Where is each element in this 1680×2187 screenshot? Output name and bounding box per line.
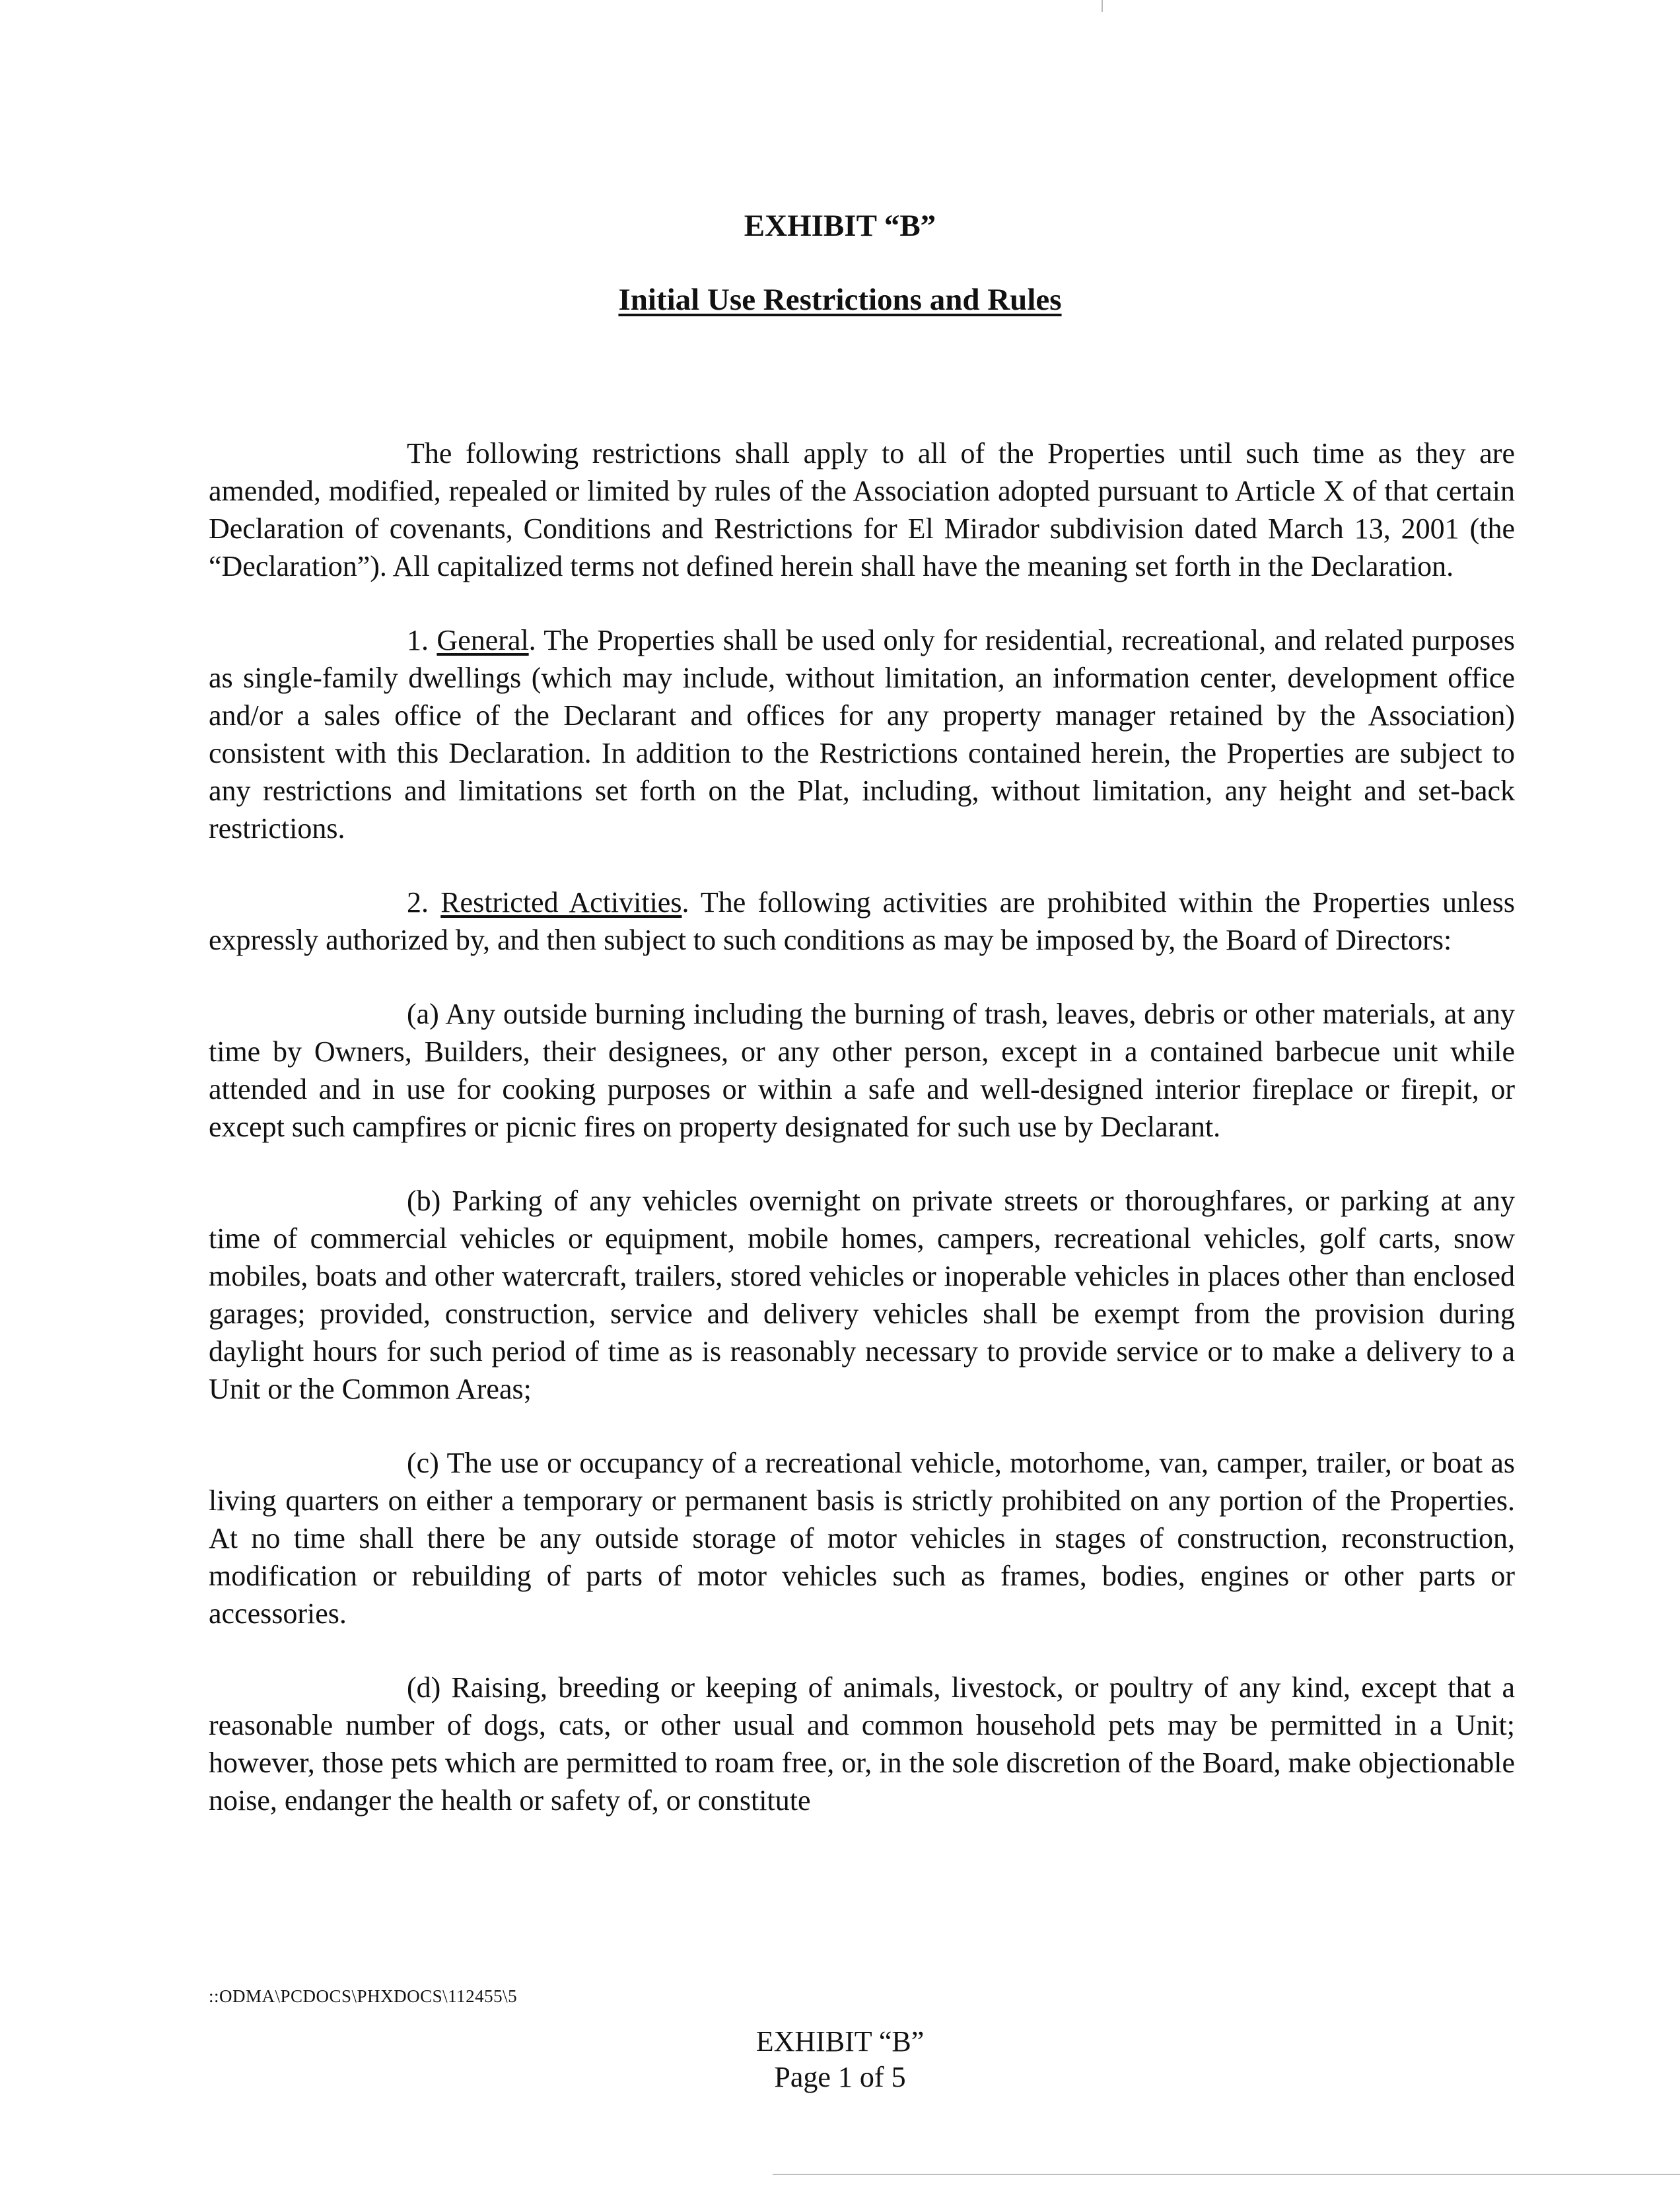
subsection-c: [209, 1444, 1515, 1632]
subsection-text: Any outside burning including the burning of trash, leaves, debris or other materials, at any time by Owners, Builders, their designees, or any other person, except in a contained barbecue unit while attended and in use for cooking purposes or within a safe and well-designed interior fireplace or firepit, or except such campfires or picnic fires on property designated for such use by Declarant.: [209, 998, 1516, 1143]
subsection-text: The use or occupancy of a recreational vehicle, motorhome, van, camper, trailer, or boat as living quarters on either a temporary or permanent basis is strictly prohibited on any portion of the Properties. At no time shall there be any outside storage of motor vehicles in stages of construction, reconstruction, modification or rebuilding of parts of motor vehicles such as frames, bodies, engines or other parts or accessories.: [209, 1447, 1516, 1630]
document-path: ::ODMA\PCDOCS\PHXDOCS\112455\5: [209, 1986, 518, 2006]
bottom-edge-line: [773, 2174, 1680, 2175]
subsection-label: (b): [407, 1185, 441, 1217]
subsection-a: [209, 995, 1515, 1146]
section-text: The following activities are prohibited within the Properties unless expressly authorized by, and then subject to such conditions as may be imposed by, the Board of Directors:: [209, 886, 1515, 956]
subsection-label: (c): [407, 1447, 439, 1479]
document-title: Initial Use Restrictions and Rules: [618, 283, 1062, 317]
footer-exhibit: EXHIBIT “B”: [755, 2025, 925, 2058]
page-number: Page 1 of 5: [774, 2061, 906, 2093]
subsection-label: (d): [407, 1671, 441, 1704]
section-number: 1.: [407, 624, 429, 656]
section-heading: General: [437, 624, 529, 656]
exhibit-heading: EXHIBIT “B”: [744, 209, 936, 243]
section-general: 1. General. The Properties shall be used only for residential, recreational, and related purposes as single-family dwellings (which may include, without limitation, an information center, development office and/or a sales office of the Declarant and offices for any property manager retained by the Association) consistent with this Declaration. In addition to the Restrictions contained herein, the Properties are subject to any restrictions and limitations set forth on the Plat, including, without limitation, any height and set-back restrictions.: [209, 624, 1515, 845]
section-restricted-activities: 2. Restricted Activities. The following activities are prohibited within the Properties unless expressly authorized by, and then subject to such conditions as may be imposed by, the Board of Directors:: [209, 886, 1515, 956]
subsection-d: [209, 1669, 1515, 1819]
subsection-b: [209, 1182, 1515, 1408]
subsection-label: (a): [407, 998, 439, 1030]
subsection-text: Parking of any vehicles overnight on private streets or thoroughfares, or parking at any time of commercial vehicles or equipment, mobile homes, campers, recreational vehicles, golf carts, snow mobiles, boats and other watercraft, trailers, stored vehicles or inoperable vehicles in places other than enclosed garages; provided, construction, service and delivery vehicles shall be exempt from the provision during daylight hours for such period of time as is reasonably necessary to provide service or to make a delivery to a Unit or the Common Areas;: [209, 1185, 1515, 1405]
document-body: [209, 434, 1515, 1819]
section-number: 2.: [407, 886, 429, 919]
section-heading: Restricted Activities: [440, 886, 682, 919]
section-text: The Properties shall be used only for residential, recreational, and related purposes as single-family dwellings (which may include, without limitation, an information center, development office and/or a sales office of the Declarant and offices for any property manager retained by the Association) consistent with this Declaration. In addition to the Restrictions contained herein, the Properties are subject to any restrictions and limitations set forth on the Plat, including, without limitation, any height and set-back restrictions.: [209, 624, 1515, 845]
subsection-text: Raising, breeding or keeping of animals, livestock, or poultry of any kind, except that a reasonable number of dogs, cats, or other usual and common household pets may be permitted in a Unit; however, those pets which are permitted to roam free, or, in the sole discretion of the Board, make objectionable noise, endanger the health or safety of, or constitute: [209, 1671, 1515, 1817]
scan-mark: [1102, 0, 1103, 12]
intro-paragraph: The following restrictions shall apply to all of the Properties until such time as they are amended, modified, repealed or limited by rules of the Association adopted pursuant to Article X of that certain Declaration of covenants, Conditions and Restrictions for El Mirador subdivision dated March 13, 2001 (the “Declaration”). All capitalized terms not defined herein shall have the meaning set forth in the Declaration.: [209, 437, 1515, 582]
